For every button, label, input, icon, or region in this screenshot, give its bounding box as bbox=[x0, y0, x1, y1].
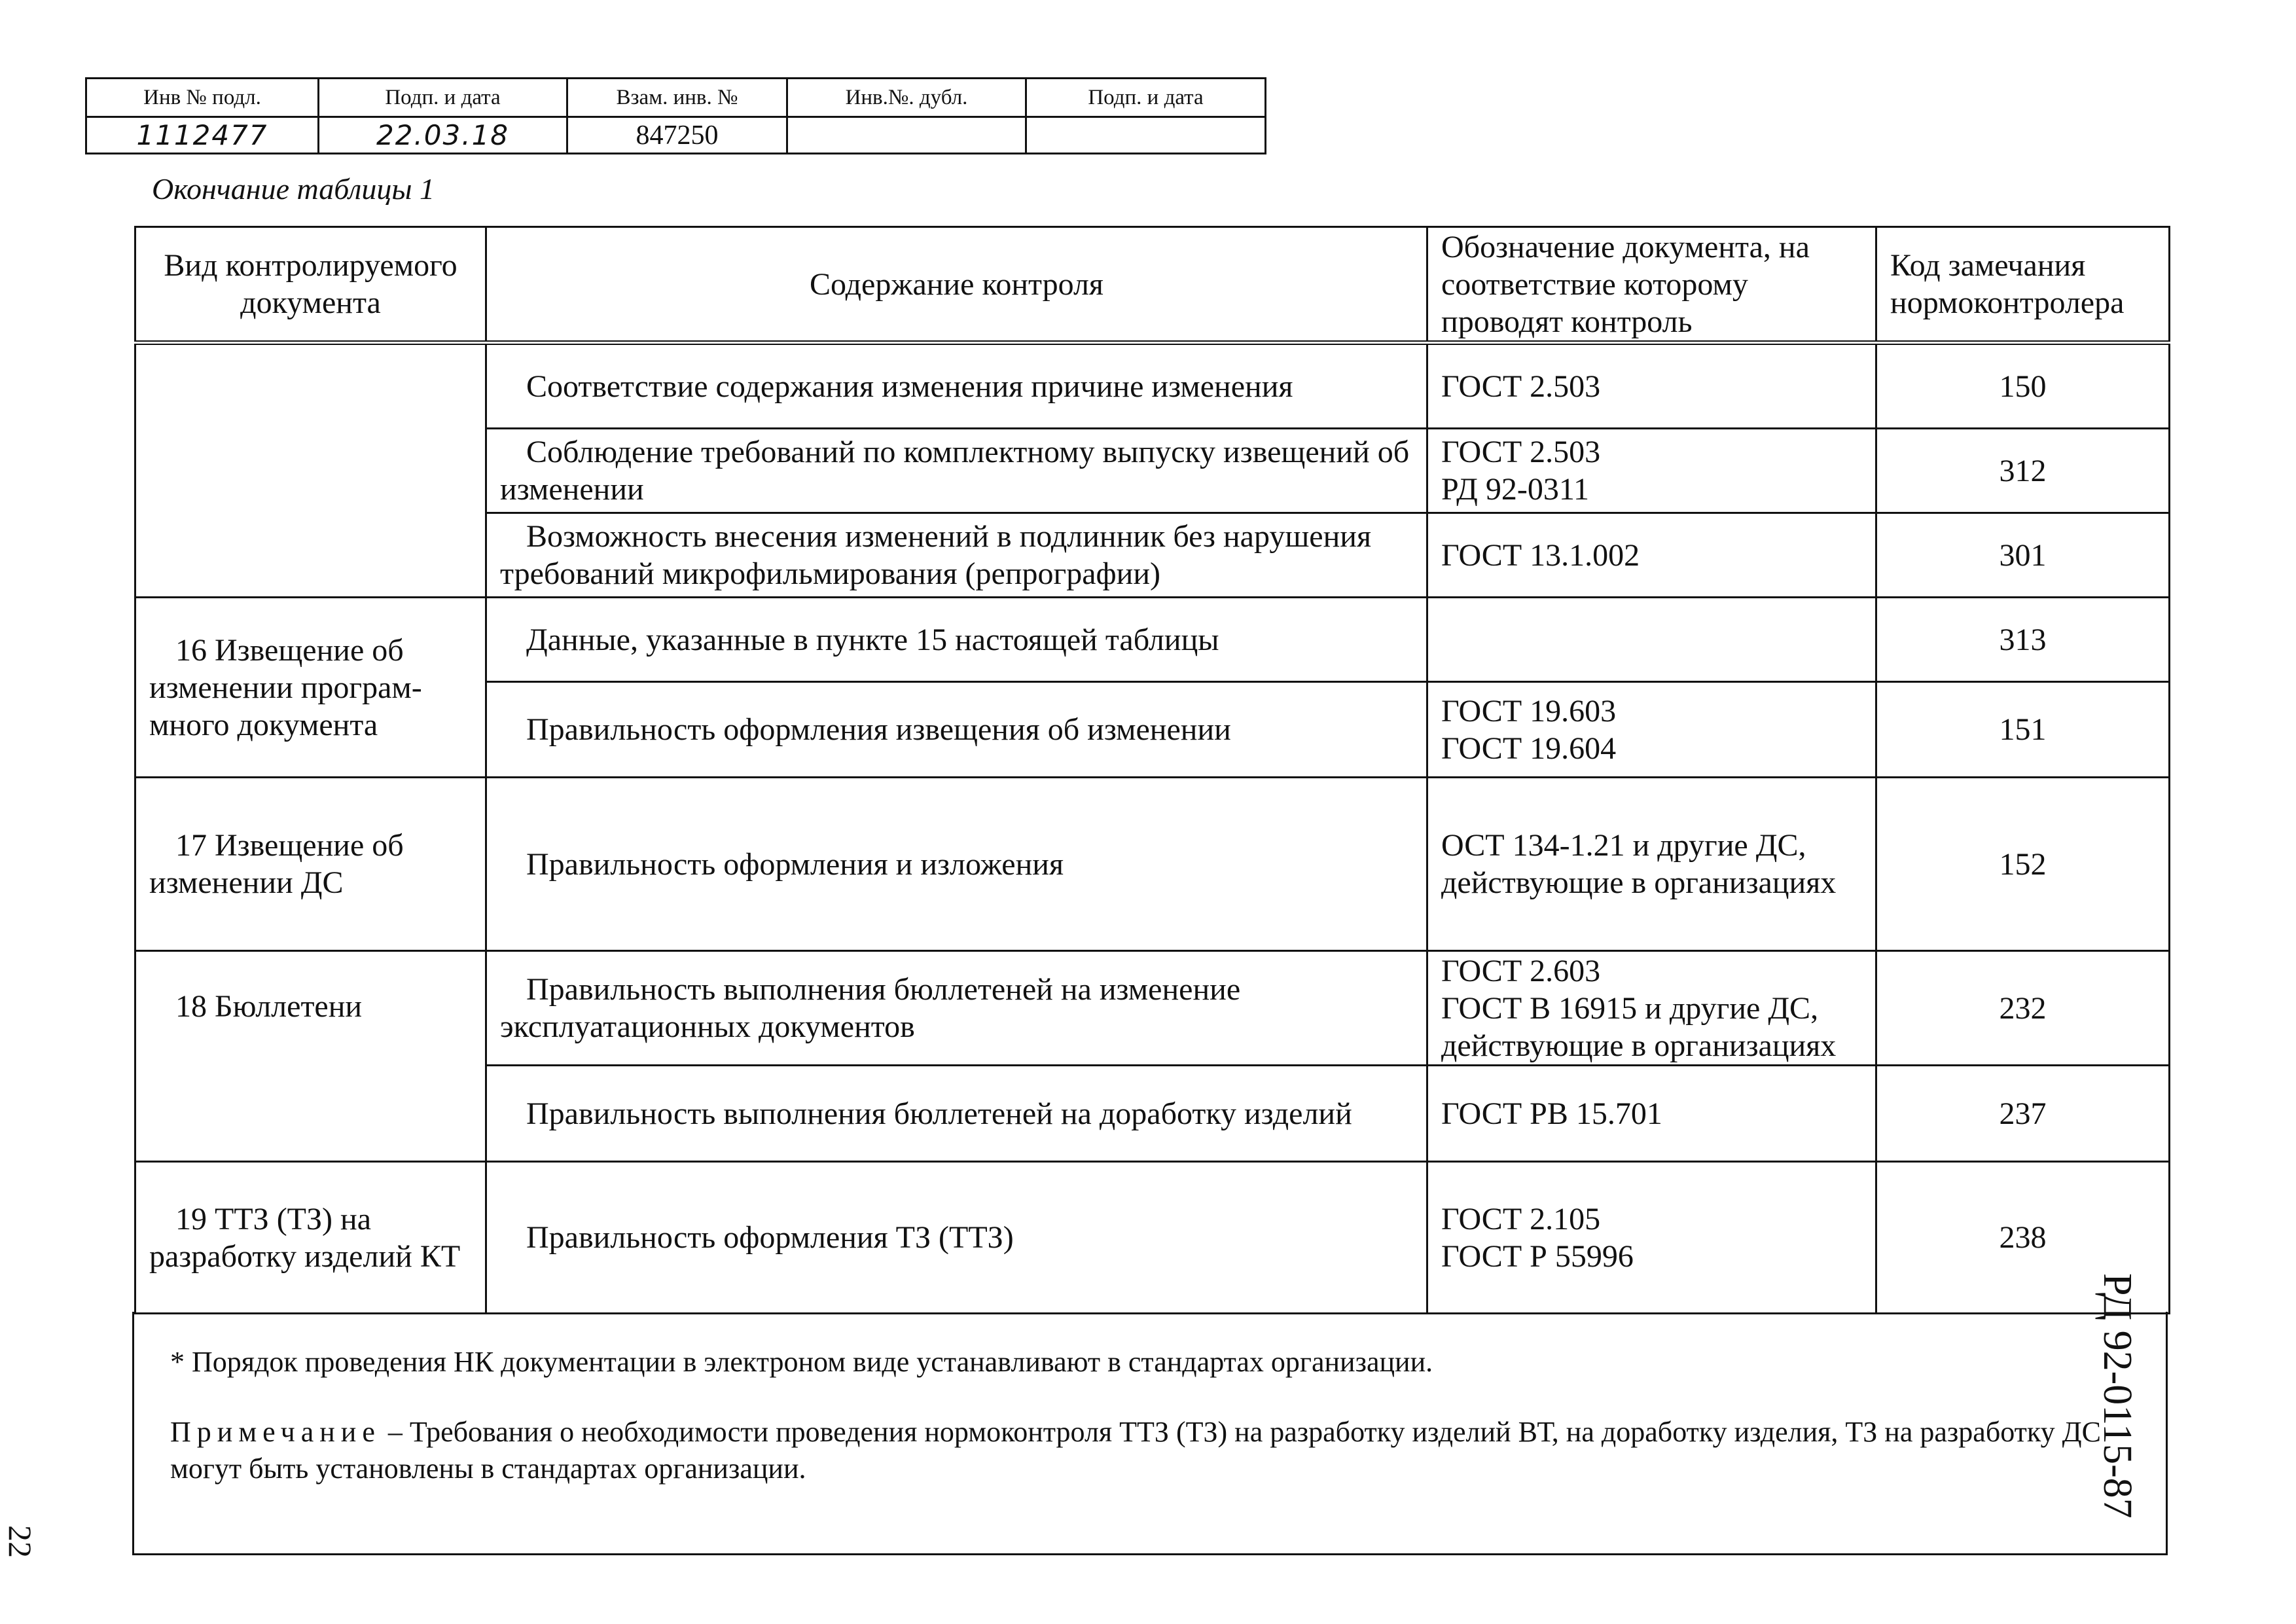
table-row bbox=[135, 778, 2170, 951]
stamp-table bbox=[85, 77, 1266, 154]
header-document-type: Вид контролируемого документа bbox=[135, 227, 486, 343]
table-row bbox=[135, 951, 2170, 1066]
cell-reference-document: ГОСТ 2.503 РД 92-0311 bbox=[1427, 429, 1876, 513]
cell-remark-code: 312 bbox=[1876, 429, 2170, 513]
cell-control-content: Соблюдение требований по комплектному выпуску извещений об изменении bbox=[486, 429, 1427, 513]
cell-remark-code: 313 bbox=[1876, 598, 2170, 682]
table-row bbox=[135, 343, 2170, 429]
cell-control-content: Правильность выполнения бюллетеней на доработку изделий bbox=[486, 1066, 1427, 1162]
cell-reference-document: ГОСТ 2.503 bbox=[1427, 343, 1876, 429]
cell-remark-code: 150 bbox=[1876, 343, 2170, 429]
cell-remark-code: 232 bbox=[1876, 951, 2170, 1066]
cell-remark-code: 152 bbox=[1876, 778, 2170, 951]
stamp-header: Подп. и дата bbox=[319, 79, 567, 117]
stamp-inventory-number: 1112477 bbox=[86, 117, 319, 154]
header-reference-document: Обозначение документа, на соответствие которому проводят контроль bbox=[1427, 227, 1876, 343]
cell-reference-document: ГОСТ 13.1.002 bbox=[1427, 513, 1876, 598]
cell-reference-document: ГОСТ 2.603 ГОСТ В 16915 и другие ДС, действующие в организациях bbox=[1427, 951, 1876, 1066]
document-id: РД 92-0115-87 bbox=[2095, 1273, 2140, 1519]
stamp-replacement-number: 847250 bbox=[567, 117, 787, 154]
main-table bbox=[134, 226, 2170, 1314]
stamp-header: Инв № подл. bbox=[86, 79, 319, 117]
cell-document-type: 16 Извещение об изменении програм-много документа bbox=[135, 598, 486, 778]
cell-reference-document: ГОСТ РВ 15.701 bbox=[1427, 1066, 1876, 1162]
header-control-content: Содержание контроля bbox=[486, 227, 1427, 343]
footnote: * Порядок проведения НК документации в электроном виде устанавливают в стандартах организации. bbox=[170, 1346, 1433, 1378]
cell-document-type: 17 Извещение об изменении ДС bbox=[135, 778, 486, 951]
header-remark-code: Код замечания нормоконтролера bbox=[1876, 227, 2170, 343]
table-row bbox=[135, 1162, 2170, 1314]
stamp-header: Подп. и дата bbox=[1026, 79, 1266, 117]
cell-remark-code: 237 bbox=[1876, 1066, 2170, 1162]
cell-reference-document bbox=[1427, 598, 1876, 682]
stamp-duplicate-number bbox=[787, 117, 1026, 154]
note-text: – Требования о необходимости проведения нормоконтроля ТТЗ (ТЗ) на разработку изделий ВТ, на доработку изделия, ТЗ на разработку ДС могут быть установлены в стандартах организации. bbox=[170, 1416, 2101, 1485]
note bbox=[170, 1414, 2108, 1487]
cell-remark-code: 151 bbox=[1876, 682, 2170, 778]
cell-control-content: Правильность оформления извещения об изменении bbox=[486, 682, 1427, 778]
cell-document-type bbox=[135, 343, 486, 598]
cell-reference-document: ГОСТ 19.603 ГОСТ 19.604 bbox=[1427, 682, 1876, 778]
cell-control-content: Правильность оформления ТЗ (ТТЗ) bbox=[486, 1162, 1427, 1314]
stamp-signature-date: 22.03.18 bbox=[319, 117, 567, 154]
cell-document-type: 19 ТТЗ (ТЗ) на разработку изделий КТ bbox=[135, 1162, 486, 1314]
cell-control-content: Соответствие содержания изменения причине изменения bbox=[486, 343, 1427, 429]
cell-document-type: 18 Бюллетени bbox=[135, 951, 486, 1162]
cell-reference-document: ГОСТ 2.105 ГОСТ Р 55996 bbox=[1427, 1162, 1876, 1314]
cell-reference-document: ОСТ 134-1.21 и другие ДС, действующие в организациях bbox=[1427, 778, 1876, 951]
page-number: 22 bbox=[2, 1525, 39, 1558]
table-caption: Окончание таблицы 1 bbox=[152, 172, 435, 206]
cell-remark-code: 301 bbox=[1876, 513, 2170, 598]
stamp-header: Инв.№. дубл. bbox=[787, 79, 1026, 117]
stamp-signature-date-2 bbox=[1026, 117, 1266, 154]
stamp-header: Взам. инв. № bbox=[567, 79, 787, 117]
table-row bbox=[135, 598, 2170, 682]
table-header-row bbox=[135, 227, 2170, 343]
cell-control-content: Возможность внесения изменений в подлинник без нарушения требований микрофильмирования (репрографии) bbox=[486, 513, 1427, 598]
cell-control-content: Правильность оформления и изложения bbox=[486, 778, 1427, 951]
cell-control-content: Правильность выполнения бюллетеней на изменение эксплуатационных документов bbox=[486, 951, 1427, 1066]
cell-remark-code: 238 bbox=[1876, 1162, 2170, 1314]
note-label: Примечание bbox=[170, 1416, 381, 1448]
cell-control-content: Данные, указанные в пункте 15 настоящей таблицы bbox=[486, 598, 1427, 682]
